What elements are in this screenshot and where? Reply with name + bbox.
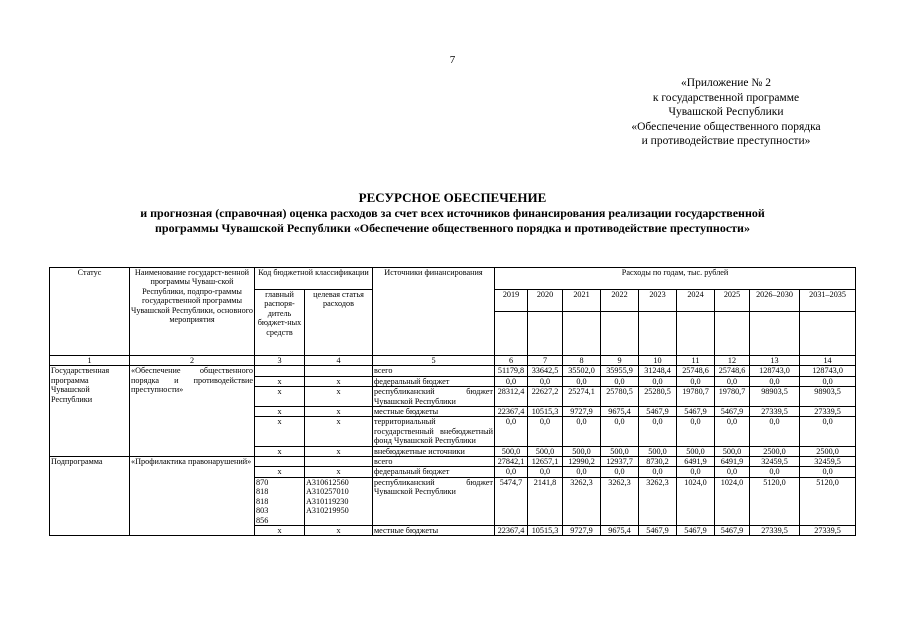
resource-table [49, 267, 856, 536]
column-number: 3 [255, 356, 305, 366]
row-source: внебюджетные источники [373, 446, 495, 456]
row-status: Государственная программа Чувашской Республики [50, 366, 130, 457]
row-target: x [305, 387, 373, 407]
row-value: 27339,5 [800, 407, 856, 417]
header-year: 2021 [563, 290, 601, 312]
row-value: 27339,5 [750, 525, 800, 535]
row-source: местные бюджеты [373, 525, 495, 535]
column-number: 14 [800, 356, 856, 366]
row-gr: x [255, 417, 305, 446]
row-source: республиканский бюджет Чувашской Республики [373, 477, 495, 525]
row-value: 0,0 [639, 376, 677, 386]
header-year: 2031–2035 [800, 290, 856, 312]
row-value: 35955,9 [601, 366, 639, 376]
title-subtitle-line1: и прогнозная (справочная) оценка расходов за счет всех источников финансирования реализации государственной [140, 206, 765, 220]
row-value: 0,0 [715, 417, 750, 446]
row-value: 5120,0 [800, 477, 856, 525]
row-value: 5120,0 [750, 477, 800, 525]
row-value: 0,0 [563, 376, 601, 386]
header-gr: главный распоря-дитель бюджет-ных средств [255, 290, 305, 356]
row-value: 8730,2 [639, 457, 677, 467]
row-value: 0,0 [495, 376, 528, 386]
row-value: 1024,0 [677, 477, 715, 525]
row-value: 32459,5 [750, 457, 800, 467]
row-source: территориальный государственный внебюджетный фонд Чувашской Республики [374, 417, 493, 446]
column-number: 12 [715, 356, 750, 366]
row-gr: x [255, 376, 305, 386]
row-value: 5467,9 [677, 407, 715, 417]
target-code: А310612560 [306, 477, 349, 487]
row-value: 35502,0 [563, 366, 601, 376]
row-value: 5467,9 [639, 525, 677, 535]
row-value: 0,0 [495, 417, 528, 446]
row-value: 5467,9 [715, 407, 750, 417]
row-value: 12657,1 [528, 457, 563, 467]
row-target [305, 457, 373, 467]
row-target-list [305, 477, 373, 525]
row-value: 22367,4 [495, 525, 528, 535]
column-number: 9 [601, 356, 639, 366]
row-value: 0,0 [715, 376, 750, 386]
row-value: 0,0 [750, 376, 800, 386]
row-gr: x [255, 407, 305, 417]
header-expenses: Расходы по годам, тыс. рублей [495, 268, 856, 290]
row-value: 3262,3 [563, 477, 601, 525]
target-code: А310119230 [306, 496, 349, 506]
row-value: 0,0 [639, 467, 677, 477]
title-main: РЕСУРСНОЕ ОБЕСПЕЧЕНИЕ [358, 190, 547, 205]
target-code: А310219950 [306, 506, 349, 516]
column-number: 11 [677, 356, 715, 366]
row-value: 5467,9 [715, 525, 750, 535]
row-value: 500,0 [715, 446, 750, 456]
row-source: местные бюджеты [373, 407, 495, 417]
row-name: «Обеспечение общественного порядка и противодействие преступности» [130, 366, 255, 457]
row-value: 0,0 [800, 467, 856, 477]
header-year: 2020 [528, 290, 563, 312]
row-value: 25748,6 [715, 366, 750, 376]
row-value: 2500,0 [750, 446, 800, 456]
row-value: 5474,7 [495, 477, 528, 525]
row-gr-list [255, 477, 305, 525]
column-number-row [50, 356, 856, 366]
row-value: 500,0 [677, 446, 715, 456]
row-value: 0,0 [601, 417, 639, 446]
row-value: 128743,0 [800, 366, 856, 376]
row-value: 27842,1 [495, 457, 528, 467]
row-value: 0,0 [750, 417, 800, 446]
row-gr: x [255, 467, 305, 477]
row-value: 98903,5 [800, 387, 856, 407]
row-value: 98903,5 [750, 387, 800, 407]
row-value: 6491,9 [677, 457, 715, 467]
header-budget-code: Код бюджетной классификации [255, 268, 373, 290]
appendix-line: Чувашской Республики [668, 106, 784, 119]
row-gr: x [255, 446, 305, 456]
row-target: x [305, 417, 373, 446]
row-gr [255, 366, 305, 376]
header-year: 2022 [601, 290, 639, 312]
row-value: 500,0 [528, 446, 563, 456]
row-value: 2141,8 [528, 477, 563, 525]
header-year: 2019 [495, 290, 528, 312]
page-number: 7 [449, 54, 456, 66]
row-value: 12990,2 [563, 457, 601, 467]
header-status: Статус [50, 268, 130, 356]
row-gr: x [255, 525, 305, 535]
header-name: Наименование государст-венной программы Чуваш-ской Республики, подпро-граммы государственной программы Чувашской Республики, основного мероприятия [130, 268, 255, 356]
column-number: 4 [305, 356, 373, 366]
row-target [305, 366, 373, 376]
row-value: 25280,5 [639, 387, 677, 407]
table-header-row [50, 268, 856, 290]
header-year: 2023 [639, 290, 677, 312]
row-value: 22367,4 [495, 407, 528, 417]
header-year: 2024 [677, 290, 715, 312]
row-value: 500,0 [639, 446, 677, 456]
row-value: 500,0 [563, 446, 601, 456]
row-value: 0,0 [800, 417, 856, 446]
row-value: 19780,7 [715, 387, 750, 407]
row-value: 10515,3 [528, 525, 563, 535]
row-value: 9675,4 [601, 407, 639, 417]
target-code: А310257010 [306, 487, 349, 497]
row-value: 10515,3 [528, 407, 563, 417]
row-value: 0,0 [800, 376, 856, 386]
row-target: x [305, 446, 373, 456]
row-value: 0,0 [677, 417, 715, 446]
row-source: федеральный бюджет [373, 376, 495, 386]
row-target: x [305, 467, 373, 477]
appendix-header [600, 76, 852, 149]
row-gr: x [255, 387, 305, 407]
row-target: x [305, 407, 373, 417]
row-value: 3262,3 [601, 477, 639, 525]
row-value: 2500,0 [800, 446, 856, 456]
row-value: 0,0 [563, 467, 601, 477]
row-gr [255, 457, 305, 467]
row-value: 51179,8 [495, 366, 528, 376]
document-title [0, 190, 905, 236]
row-value: 128743,0 [750, 366, 800, 376]
appendix-line: «Обеспечение общественного порядка [631, 120, 821, 133]
gr-code: 870 [256, 477, 269, 487]
table-row [50, 457, 856, 467]
row-value: 0,0 [528, 417, 563, 446]
header-target: целевая статья расходов [305, 290, 373, 356]
appendix-line: к государственной программе [652, 91, 800, 104]
row-value: 0,0 [715, 467, 750, 477]
row-value: 27339,5 [800, 525, 856, 535]
row-status: Подпрограмма [50, 457, 130, 536]
gr-code: 803 [256, 506, 269, 516]
column-number: 6 [495, 356, 528, 366]
row-source: всего [373, 457, 495, 467]
column-number: 10 [639, 356, 677, 366]
row-source: федеральный бюджет [373, 467, 495, 477]
row-value: 3262,3 [639, 477, 677, 525]
row-name: «Профилактика правонарушений» [130, 457, 255, 536]
row-value: 9727,9 [563, 525, 601, 535]
column-number: 2 [130, 356, 255, 366]
row-value: 32459,5 [800, 457, 856, 467]
gr-code: 856 [256, 515, 269, 525]
row-value: 25748,6 [677, 366, 715, 376]
row-value: 0,0 [677, 376, 715, 386]
row-value: 6491,9 [715, 457, 750, 467]
row-value: 0,0 [677, 467, 715, 477]
row-value: 500,0 [601, 446, 639, 456]
row-value: 0,0 [601, 467, 639, 477]
gr-code: 818 [256, 496, 269, 506]
row-value: 9727,9 [563, 407, 601, 417]
header-year: 2026–2030 [750, 290, 800, 312]
row-value: 0,0 [528, 467, 563, 477]
row-value: 0,0 [639, 417, 677, 446]
column-number: 7 [528, 356, 563, 366]
column-number: 5 [373, 356, 495, 366]
row-value: 1024,0 [715, 477, 750, 525]
column-number: 8 [563, 356, 601, 366]
table-row [50, 366, 856, 376]
row-value: 27339,5 [750, 407, 800, 417]
row-source: всего [373, 366, 495, 376]
title-subtitle-line2: программы Чувашской Республики «Обеспечение общественного порядка и противодействие преступности» [155, 221, 750, 235]
row-value: 500,0 [495, 446, 528, 456]
row-value: 33642,5 [528, 366, 563, 376]
row-value: 0,0 [495, 467, 528, 477]
column-number: 13 [750, 356, 800, 366]
row-value: 9675,4 [601, 525, 639, 535]
row-value: 25780,5 [601, 387, 639, 407]
row-value: 0,0 [563, 417, 601, 446]
header-sources: Источники финансирования [373, 268, 495, 356]
header-year: 2025 [715, 290, 750, 312]
row-value: 0,0 [601, 376, 639, 386]
row-value: 5467,9 [639, 407, 677, 417]
row-value: 0,0 [750, 467, 800, 477]
row-source: республиканский бюджет Чувашской Республики [374, 387, 493, 406]
row-value: 25274,1 [563, 387, 601, 407]
appendix-line: «Приложение № 2 [681, 77, 771, 89]
row-value: 22627,2 [528, 387, 563, 407]
appendix-line: и противодействие преступности» [641, 135, 811, 148]
row-target: x [305, 525, 373, 535]
column-number: 1 [50, 356, 130, 366]
row-value: 0,0 [528, 376, 563, 386]
row-value: 31248,4 [639, 366, 677, 376]
row-value: 19780,7 [677, 387, 715, 407]
row-value: 5467,9 [677, 525, 715, 535]
row-target: x [305, 376, 373, 386]
row-value: 12937,7 [601, 457, 639, 467]
row-value: 28312,4 [495, 387, 528, 407]
gr-code: 818 [256, 487, 269, 497]
